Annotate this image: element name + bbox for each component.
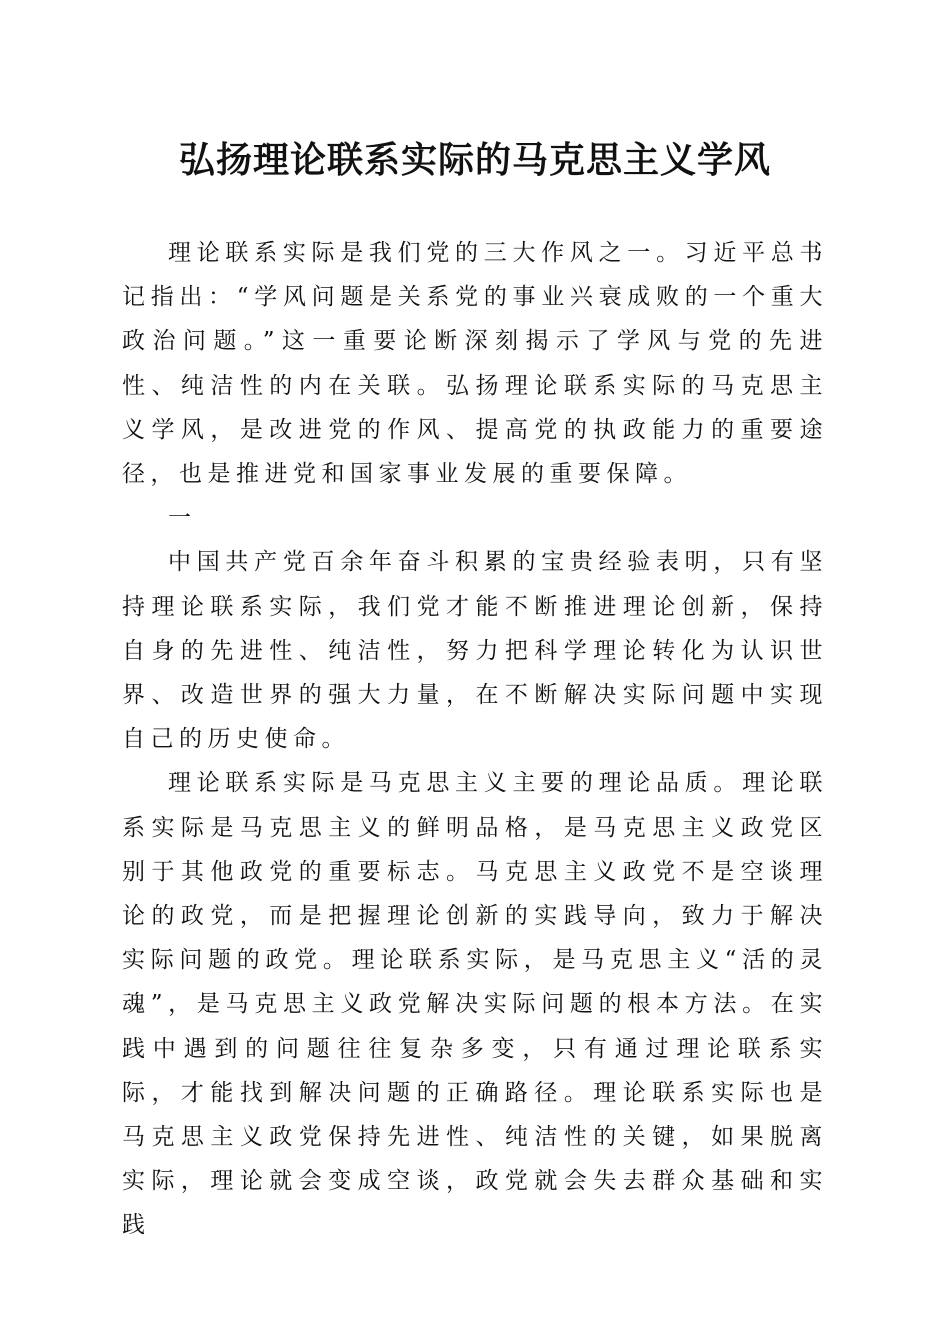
paragraph-experience: 中国共产党百余年奋斗积累的宝贵经验表明，只有坚持理论联系实际，我们党才能不断推进理论创新，保持自身的先进性、纯洁性，努力把科学理论转化为认识世界、改造世界的强大力量，在不断解决实际问题中实现自己的历史使命。	[122, 549, 828, 753]
paragraph-intro: 理论联系实际是我们党的三大作风之一。习近平总书记指出：“学风问题是关系党的事业兴衰成败的一个重大政治问题。”这一重要论断深刻揭示了学风与党的先进性、纯洁性的内在关联。弘扬理论联系实际的马克思主义学风，是改进党的作风、提高党的执政能力的重要途径，也是推进党和国家事业发展的重要保障。	[122, 240, 828, 488]
document-title: 弘扬理论联系实际的马克思主义学风	[178, 139, 771, 181]
section-number: 一	[168, 505, 197, 532]
paragraph-theory-quality: 理论联系实际是马克思主义主要的理论品质。理论联系实际是马克思主义的鲜明品格，是马克思主义政党区别于其他政党的重要标志。马克思主义政党不是空谈理论的政党，而是把握理论创新的实践导向，致力于解决实际问题的政党。理论联系实际，是马克思主义“活的灵魂”，是马克思主义政党解决实际问题的根本方法。在实践中遇到的问题往往复杂多变，只有通过理论联系实际，才能找到解决问题的正确路径。理论联系实际也是马克思主义政党保持先进性、纯洁性的关键，如果脱离实际，理论就会变成空谈，政党就会失去群众基础和实践	[122, 770, 828, 1239]
document-body	[122, 231, 828, 1248]
